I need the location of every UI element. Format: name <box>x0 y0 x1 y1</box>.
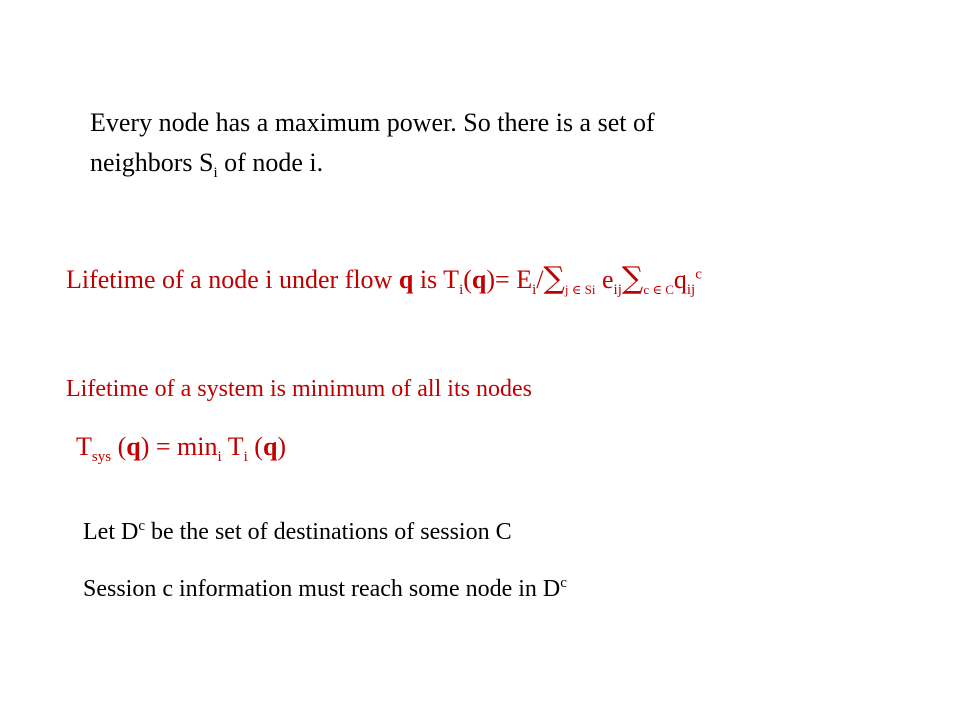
dest-superscript-2: c <box>560 575 567 591</box>
tsys-T: T <box>76 432 92 461</box>
flow-q: q <box>398 265 414 294</box>
dest-line-2-text: Session c information must reach some node in D <box>83 576 561 602</box>
dest-superscript-1: c <box>138 518 145 534</box>
E-subscript: i <box>532 282 537 299</box>
destinations-line-2 <box>83 577 567 601</box>
neighbors-text: neighbors S <box>90 148 214 177</box>
node-lifetime-formula <box>66 261 702 299</box>
neighbors-line-1-text: Every node has a maximum power. So there is a set of <box>90 108 655 137</box>
tsys-q: q <box>126 432 141 461</box>
tsys-formula <box>76 432 287 466</box>
sum-1-subscript: j ∈ Si <box>564 282 596 298</box>
flow-q-arg: q <box>471 265 487 294</box>
q-subscript: ij <box>686 282 696 299</box>
slash: / <box>536 265 544 294</box>
sum-2-subscript: c ∈ C <box>643 282 674 298</box>
T-subscript: i <box>459 282 464 299</box>
dest-line-1-rest: be the set of destinations of session C <box>144 519 512 545</box>
dest-let: Let D <box>83 519 139 545</box>
system-lifetime-label: Lifetime of a system is minimum of all its nodes <box>66 376 532 402</box>
is-T: is T <box>413 265 460 294</box>
paren-close-E: )= E <box>486 265 533 294</box>
node-lifetime-prefix: Lifetime of a node i under flow <box>66 265 399 294</box>
tsys-q2: q <box>262 432 278 461</box>
tsys-open2: ( <box>247 432 263 461</box>
T2-subscript: i <box>243 449 248 466</box>
min-subscript: i <box>217 449 222 466</box>
q-superscript: c <box>695 266 702 283</box>
neighbors-subscript: i <box>213 165 218 182</box>
tsys-close2: ) <box>277 432 287 461</box>
tsys-subscript: sys <box>91 449 112 466</box>
e-term: e <box>595 265 614 294</box>
neighbors-paragraph-line-1 <box>90 110 655 136</box>
e-subscript: ij <box>613 282 622 299</box>
sum-symbol-2: ∑ <box>621 261 644 296</box>
q-term: q <box>673 265 687 294</box>
tsys-T2: T <box>221 432 244 461</box>
neighbors-paragraph-line-2 <box>90 148 324 182</box>
sum-symbol-1: ∑ <box>543 261 565 296</box>
destinations-line-1 <box>83 520 512 544</box>
tsys-close-min: ) = min <box>140 432 218 461</box>
neighbors-text-end: of node i. <box>217 148 324 177</box>
system-lifetime-text <box>66 377 532 401</box>
paren-open: ( <box>463 265 472 294</box>
tsys-open: ( <box>111 432 127 461</box>
